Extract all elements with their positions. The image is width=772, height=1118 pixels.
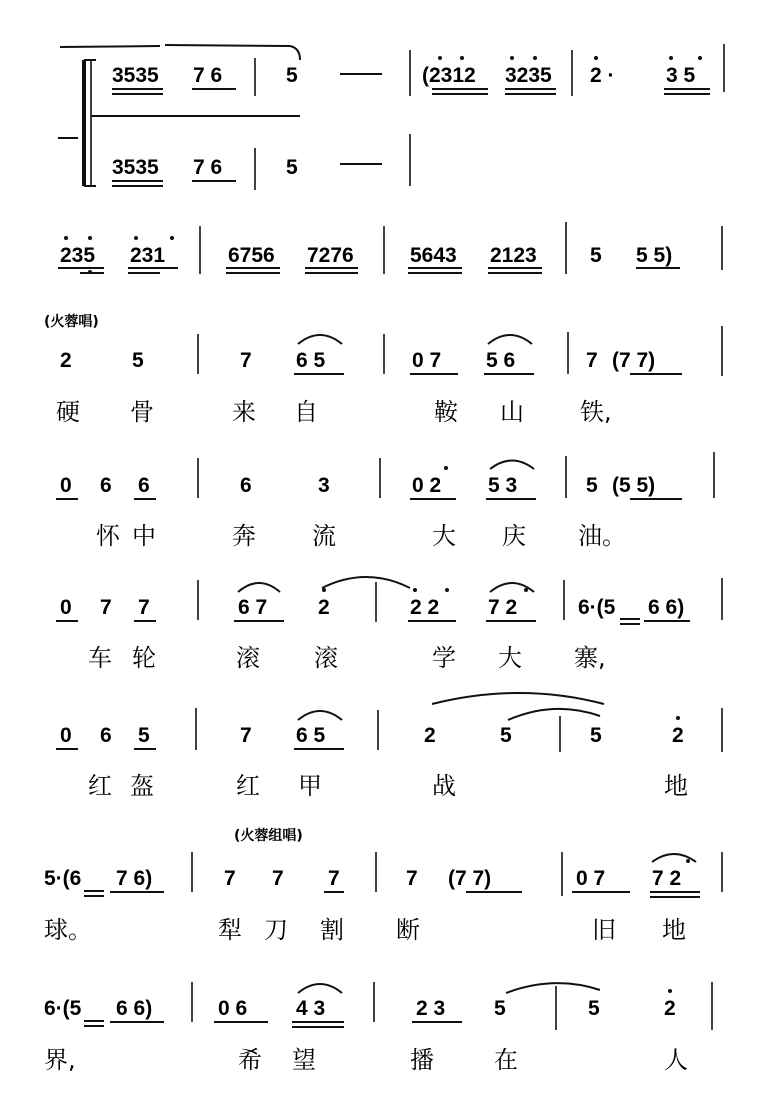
note: 5 xyxy=(132,349,144,372)
lyric: 播 xyxy=(410,1046,434,1074)
lyric: 硬 xyxy=(56,398,80,426)
lyric: 流 xyxy=(312,522,336,550)
note: 5 xyxy=(138,724,150,747)
note-group: 5 6 xyxy=(486,349,516,372)
lyric: 车 xyxy=(88,644,112,672)
lyric: 地 xyxy=(664,772,688,800)
row-7 xyxy=(56,693,722,800)
system-1 xyxy=(58,44,724,190)
lyric: 中 xyxy=(132,522,156,550)
note-group: 6 5 xyxy=(296,724,326,747)
note-group: 6 6) xyxy=(648,596,685,619)
note-group: 7 2 xyxy=(652,867,682,890)
lyric: 大 xyxy=(498,644,522,672)
lyric: 奔 xyxy=(232,522,256,550)
note: 0 xyxy=(60,474,72,497)
note: 6 xyxy=(100,474,112,497)
lyric: 断 xyxy=(396,916,420,944)
note-group: 7 6 xyxy=(193,156,223,179)
note: 5 xyxy=(500,724,512,747)
note: 2 · xyxy=(590,64,615,87)
lyric: 来 xyxy=(232,398,256,426)
row-5 xyxy=(56,452,714,550)
lyric: 界, xyxy=(44,1046,76,1074)
note: 0 xyxy=(60,596,72,619)
note-group: 7 6 xyxy=(193,64,223,87)
note: 5 xyxy=(590,724,602,747)
staff-2 xyxy=(112,134,410,190)
lyric: 怀 xyxy=(96,522,120,550)
note-group: 2 2 xyxy=(410,596,440,619)
note-group: 5 3 xyxy=(488,474,518,497)
note: 2 xyxy=(424,724,436,747)
note-group: 3535 xyxy=(112,64,159,87)
note-group: (7 7) xyxy=(448,867,492,890)
part-label-group: (火蓉组唱) xyxy=(234,828,303,844)
note-group: 6 7 xyxy=(238,596,268,619)
lyric: 球。 xyxy=(44,916,92,944)
lyric: 油。 xyxy=(578,522,626,550)
note-group: 5·(6 xyxy=(44,867,82,890)
lyric: 红 xyxy=(88,772,112,800)
note-group: 6·(5 xyxy=(578,596,616,619)
lyric: 希 xyxy=(238,1046,262,1074)
lyric: 地 xyxy=(662,916,686,944)
note: 2 xyxy=(664,997,676,1020)
note-group: 7 6) xyxy=(116,867,153,890)
lyric: 学 xyxy=(432,644,456,672)
note-group: 0 7 xyxy=(412,349,442,372)
note: 6 xyxy=(100,724,112,747)
lyric: 鞍 xyxy=(434,398,458,426)
lyric: 山 xyxy=(500,398,524,426)
note: 7 xyxy=(272,867,284,890)
note-group: 0 2 xyxy=(412,474,442,497)
note: 3 xyxy=(318,474,330,497)
note-group: 5 5) xyxy=(636,244,673,267)
note-group: (5 5) xyxy=(612,474,656,497)
note: 7 xyxy=(100,596,112,619)
note: 5 xyxy=(494,997,506,1020)
row-9 xyxy=(44,982,712,1074)
lyric: 望 xyxy=(292,1046,316,1074)
note: 5 xyxy=(586,474,598,497)
lyric: 战 xyxy=(432,772,456,800)
note-group: 2 3 xyxy=(416,997,446,1020)
note: 5 xyxy=(590,244,602,267)
note-group: 3 5 xyxy=(666,64,696,87)
lyric: 庆 xyxy=(502,522,526,550)
note: 7 xyxy=(240,349,252,372)
note: 5 xyxy=(286,156,298,179)
note-group: 231 xyxy=(130,244,166,267)
lyric: 骨 xyxy=(130,398,154,426)
note: 2 xyxy=(60,349,72,372)
lyric: 铁, xyxy=(580,398,612,426)
note-group: (7 7) xyxy=(612,349,656,372)
note: 7 xyxy=(240,724,252,747)
lyric: 滚 xyxy=(236,644,260,672)
note: 7 xyxy=(406,867,418,890)
row-3 xyxy=(58,222,722,274)
note-group: 6 6) xyxy=(116,997,153,1020)
note-group: 0 6 xyxy=(218,997,248,1020)
note-group: 5643 xyxy=(410,244,457,267)
note-group: 235 xyxy=(60,244,96,267)
lyric: 红 xyxy=(236,772,260,800)
note: 5 xyxy=(588,997,600,1020)
staff-1 xyxy=(112,44,724,96)
lyric: 盔 xyxy=(130,772,154,800)
note-group: 7276 xyxy=(307,244,354,267)
note-group: (2312 xyxy=(422,64,476,87)
lyric: 割 xyxy=(320,916,344,944)
note: 7 xyxy=(328,867,340,890)
note: 5 xyxy=(286,64,298,87)
lyric: 自 xyxy=(294,398,318,426)
lyric: 寨, xyxy=(574,644,606,672)
lyric: 在 xyxy=(494,1046,518,1074)
note: 2 xyxy=(672,724,684,747)
lyric: 刀 xyxy=(264,916,288,944)
lyric: 轮 xyxy=(132,644,156,672)
lyric: 滚 xyxy=(314,644,338,672)
row-6 xyxy=(56,577,722,672)
note-group: 3235 xyxy=(505,64,552,87)
note: 7 xyxy=(138,596,150,619)
note: 6 xyxy=(138,474,150,497)
note-group: 6·(5 xyxy=(44,997,82,1020)
part-label-solo: (火蓉唱) xyxy=(44,314,99,330)
note-group: 0 7 xyxy=(576,867,606,890)
note: 2 xyxy=(318,596,330,619)
note-group: 6756 xyxy=(228,244,275,267)
note-group: 3535 xyxy=(112,156,159,179)
row-8 xyxy=(44,852,722,944)
note: 7 xyxy=(224,867,236,890)
note-group: 7 2 xyxy=(488,596,518,619)
note-group: 2123 xyxy=(490,244,537,267)
row-4 xyxy=(56,326,722,426)
lyric: 人 xyxy=(664,1046,688,1074)
note: 7 xyxy=(586,349,598,372)
lyric: 犁 xyxy=(218,916,242,944)
lyric: 旧 xyxy=(592,916,616,944)
lyric: 大 xyxy=(432,522,456,550)
note: 6 xyxy=(240,474,252,497)
note-group: 6 5 xyxy=(296,349,326,372)
note: 0 xyxy=(60,724,72,747)
note-group: 4 3 xyxy=(296,997,326,1020)
lyric: 甲 xyxy=(298,772,322,800)
